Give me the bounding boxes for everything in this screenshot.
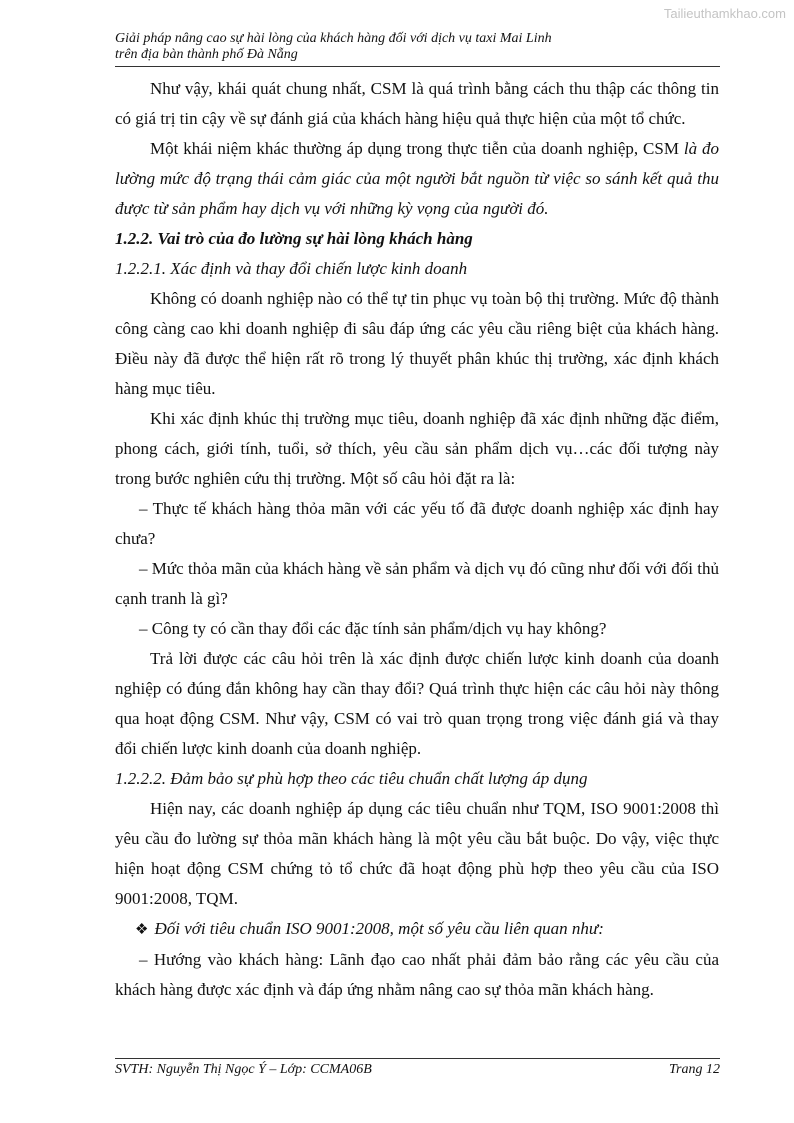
question-item: – Thực tế khách hàng thỏa mãn với các yếu tố đã được doanh nghiệp xác định hay chưa? (115, 499, 719, 548)
paragraph-market: Không có doanh nghiệp nào có thể tự tin phục vụ toàn bộ thị trường. Mức độ thành công càng cao khi doanh nghiệp đi sâu đáp ứng các yêu cầu riêng biệt của khách hàng. Điều này đã được thể hiện rất rõ trong lý thuyết phân khúc thị trường, xác định khách hàng mục tiêu. (115, 289, 719, 398)
subsection-heading-1-2-2-1: 1.2.2.1. Xác định và thay đổi chiến lược kinh doanh (115, 259, 468, 278)
page-header (115, 31, 720, 67)
diamond-bullet-icon: ❖ (135, 922, 149, 938)
header-line-1: Giải pháp nâng cao sự hài lòng của khách hàng đối với dịch vụ taxi Mai Linh (115, 31, 552, 46)
question-item: – Mức thỏa mãn của khách hàng về sản phẩm và dịch vụ đó cũng như đối với đối thủ cạnh tranh là gì? (115, 559, 719, 608)
concept-lead: Một khái niệm khác thường áp dụng trong thực tiễn của doanh nghiệp, CSM (150, 139, 684, 158)
question-item: – Công ty có cần thay đổi các đặc tính sản phẩm/dịch vụ hay không? (139, 619, 607, 638)
page-number: Trang 12 (669, 1062, 720, 1077)
header-line-2: trên địa bàn thành phố Đà Nẵng (115, 47, 298, 62)
watermark: Tailieuthamkhao.com (663, 6, 786, 21)
paragraph-csm-concept (115, 134, 719, 224)
bullet-iso-text: Đối với tiêu chuẩn ISO 9001:2008, một số yêu cầu liên quan như: (154, 919, 604, 938)
paragraph-csm-definition: Như vậy, khái quát chung nhất, CSM là quá trình bằng cách thu thập các thông tin có giá trị tin cậy về sự đánh giá của khách hàng hiệu quả thực hiện của một tổ chức. (115, 79, 719, 128)
footer-author: SVTH: Nguyễn Thị Ngọc Ý – Lớp: CCMA06B (115, 1062, 372, 1077)
concept-italic: là đo lường mức độ trạng thái cảm giác của một người bắt nguồn từ việc so sánh kết quả thu được từ sản phẩm hay dịch vụ với những kỳ vọng của người đó. (115, 139, 719, 218)
paragraph-standards: Hiện nay, các doanh nghiệp áp dụng các tiêu chuẩn như TQM, ISO 9001:2008 thì yêu cầu đo lường sự thỏa mãn khách hàng là một yêu cầu bắt buộc. Do vậy, việc thực hiện hoạt động CSM chứng tỏ tổ chức đã hoạt động phù hợp theo yêu cầu của ISO 9001:2008, TQM. (115, 799, 719, 908)
section-heading-1-2-2: 1.2.2. Vai trò của đo lường sự hài lòng khách hàng (115, 229, 473, 248)
bullet-iso (115, 914, 719, 945)
subsection-heading-1-2-2-2: 1.2.2.2. Đảm bảo sự phù hợp theo các tiêu chuẩn chất lượng áp dụng (115, 769, 588, 788)
paragraph-target-segment: Khi xác định khúc thị trường mục tiêu, doanh nghiệp đã xác định những đặc điểm, phong cách, giới tính, tuổi, sở thích, yêu cầu sản phẩm dịch vụ…các đối tượng này trong bước nghiên cứu thị trường. Một số câu hỏi đặt ra là: (115, 409, 719, 488)
paragraph-answers: Trả lời được các câu hỏi trên là xác định được chiến lược kinh doanh của doanh nghiệp có đúng đắn không hay cần thay đổi? Quá trình thực hiện các câu hỏi này thông qua hoạt động CSM. Như vậy, CSM có vai trò quan trọng trong việc đánh giá và thay đổi chiến lược kinh doanh của doanh nghiệp. (115, 649, 719, 758)
page-footer (115, 1058, 720, 1078)
page-body (115, 74, 719, 1005)
paragraph-customer-focus: – Hướng vào khách hàng: Lãnh đạo cao nhất phải đảm bảo rằng các yêu cầu của khách hàng được xác định và đáp ứng nhằm nâng cao sự thỏa mãn khách hàng. (115, 950, 719, 999)
